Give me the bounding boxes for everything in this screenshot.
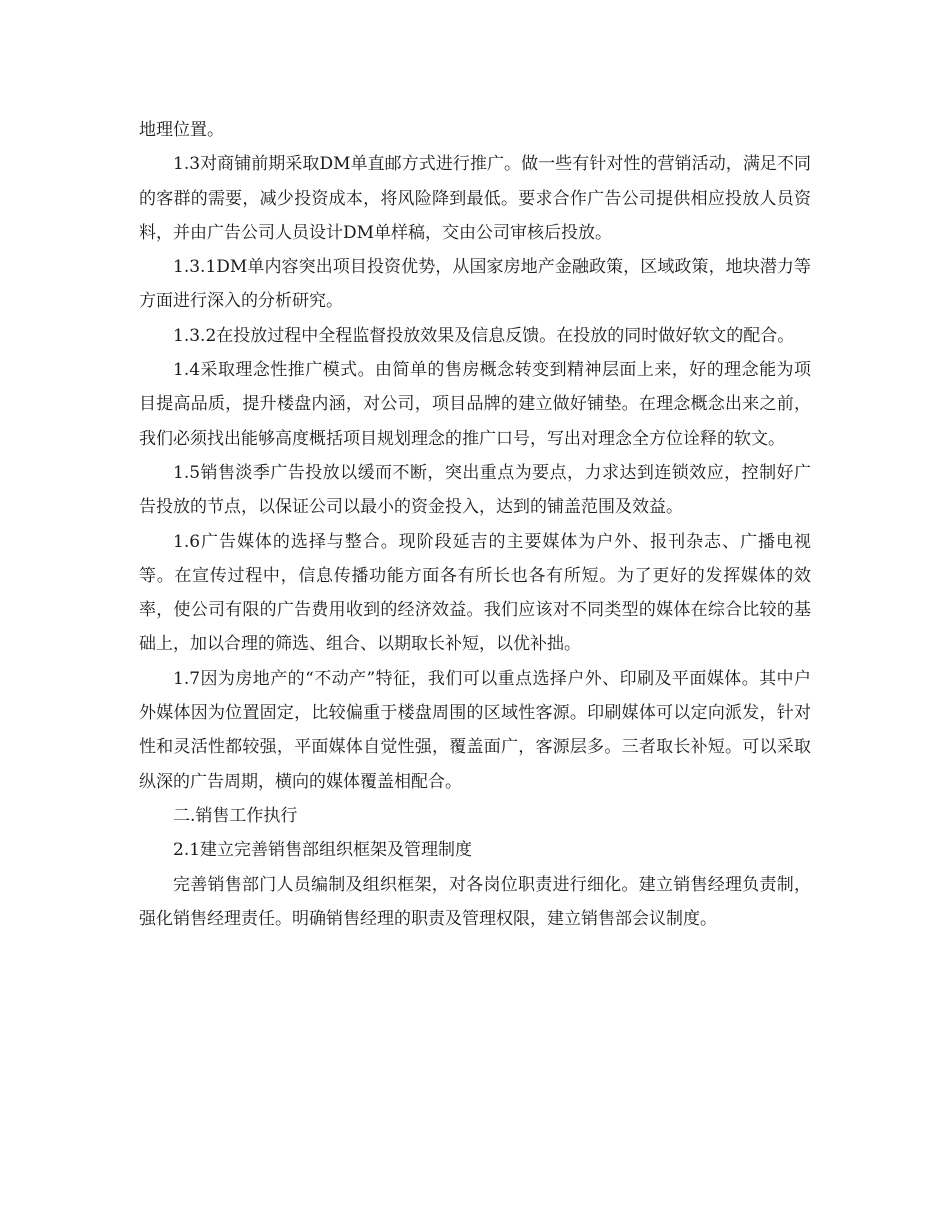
paragraph-2-1-body: 完善销售部门人员编制及组织框架，对各岗位职责进行细化。建立销售经理负责制，强化销售经理责任。明确销售经理的职责及管理权限，建立销售部会议制度。 bbox=[139, 874, 811, 929]
paragraph-1-3: 1.3对商铺前期采取DM单直邮方式进行推广。做一些有针对性的营销活动，满足不同的客群的需要，减少投资成本，将风险降到最低。要求合作广告公司提供相应投放人员资料，并由广告公司人员设计DM单样稿，交由公司审核后投放。 bbox=[139, 154, 811, 243]
paragraph-1-7: 1.7因为房地产的“不动产”特征，我们可以重点选择户外、印刷及平面媒体。其中户外媒体因为位置固定，比较偏重于楼盘周围的区域性客源。印刷媒体可以定向派发，针对性和灵活性都较强，平面媒体自觉性强，覆盖面广，客源层多。三者取长补短。可以采取纵深的广告周期，横向的媒体覆盖相配合。 bbox=[139, 668, 811, 792]
subsection-heading-2-1: 2.1建立完善销售部组织框架及管理制度 bbox=[173, 840, 473, 861]
section-heading-2: 二.销售工作执行 bbox=[173, 805, 298, 826]
paragraph-1-3-1: 1.3.1DM单内容突出项目投资优势，从国家房地产金融政策，区域政策，地块潜力等方面进行深入的分析研究。 bbox=[139, 257, 811, 312]
document-body bbox=[139, 113, 811, 936]
paragraph-1-5: 1.5销售淡季广告投放以缓而不断，突出重点为要点，力求达到连锁效应，控制好广告投放的节点，以保证公司以最小的资金投入，达到的铺盖范围及效益。 bbox=[139, 462, 811, 518]
paragraph-continuation: 地理位置。 bbox=[139, 120, 224, 140]
paragraph-1-3-2: 1.3.2在投放过程中全程监督投放效果及信息反馈。在投放的同时做好软文的配合。 bbox=[173, 325, 795, 346]
paragraph-1-6: 1.6广告媒体的选择与整合。现阶段延吉的主要媒体为户外、报刊杂志、广播电视等。在宣传过程中，信息传播功能方面各有所长也各有所短。为了更好的发挥媒体的效率，使公司有限的广告费用收到的经济效益。我们应该对不同类型的媒体在综合比较的基础上，加以合理的筛选、组合、以期取长补短，以优补拙。 bbox=[139, 531, 811, 655]
paragraph-1-4: 1.4采取理念性推广模式。由简单的售房概念转变到精神层面上来，好的理念能为项目提高品质，提升楼盘内涵，对公司，项目品牌的建立做好铺垫。在理念概念出来之前，我们必须找出能够高度概括项目规划理念的推广口号，写出对理念全方位诠释的软文。 bbox=[139, 360, 811, 449]
